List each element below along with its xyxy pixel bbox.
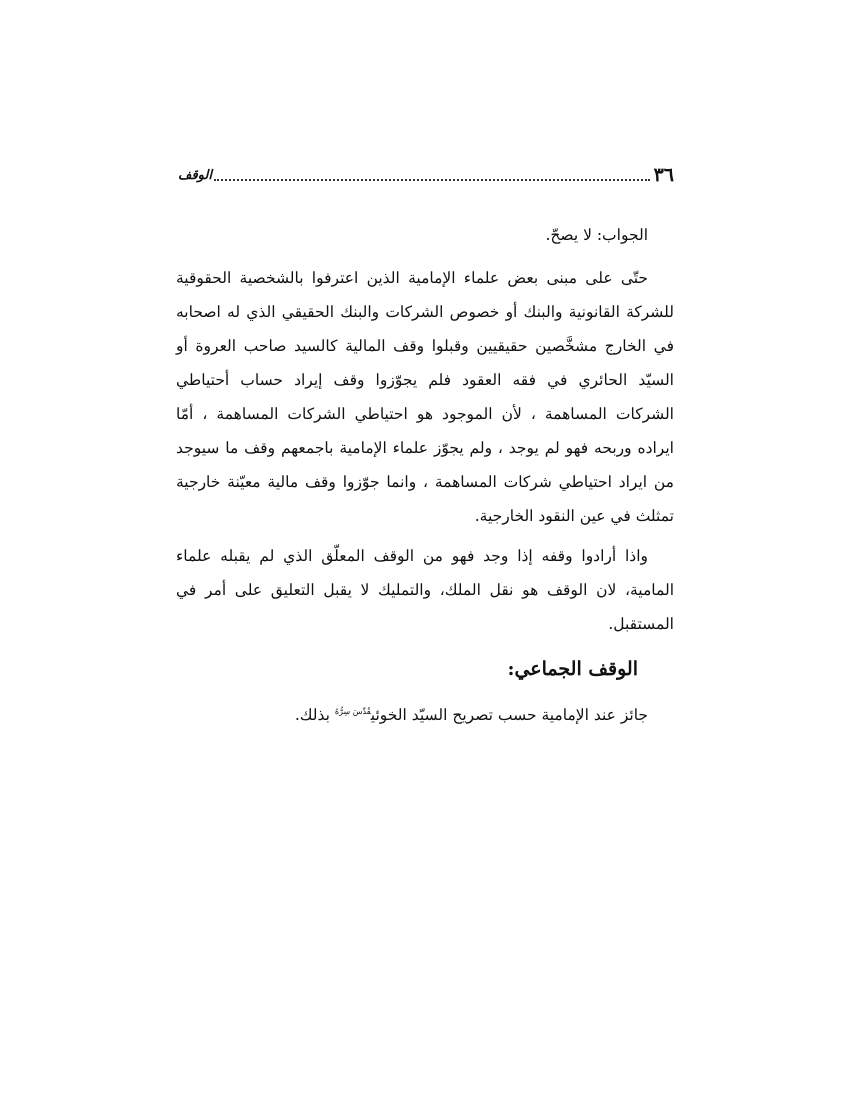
- running-title: الوقف: [178, 168, 212, 183]
- header-dotted-leader: [214, 178, 650, 181]
- section-paragraph: [176, 695, 674, 732]
- section-heading: الوقف الجماعي:: [507, 658, 638, 680]
- answer-line: الجواب: لا يصحّ.: [545, 226, 648, 244]
- honorific-mark: قُدِّسَ سِرُّهُ: [334, 707, 371, 716]
- body-paragraph-1: حتّى على مبنى بعض علماء الإمامية الذين اعترفوا بالشخصية الحقوقية للشركة القانونية والبنك أو خصوص الشركات والبنك الحقيقي الذي له اصحابه في الخارج مشخَّصين حقيقيين وقبلوا وقف المالية كالسيد صاحب العروة أو السيّد الحائري في فقه العقود فلم يجوّزوا وقف إيراد حساب أحتياطي الشركات المساهمة ، لأن الموجود هو احتياطي الشركات المساهمة ، أمّا ايراده وربحه فهو لم يوجد ، ولم يجوّز علماء الإمامية باجمعهم وقف ما سيوجد من ايراد احتياطي شركات المساهمة ، وانما جوّزوا وقف مالية معيّنة خارجية تمثلث في عين النقود الخارجية.: [176, 269, 674, 525]
- body-paragraph-2: واذا أرادوا وقفه إذا وجد فهو من الوقف المعلّق الذي لم يقبله علماء المامية، لان الوقف هو نقل الملك، والتمليك لا يقبل التعليق على أمر في المستقبل.: [176, 547, 674, 633]
- page-number: ٣٦: [653, 164, 674, 186]
- running-header: [178, 156, 674, 186]
- section-text-end: بذلك.: [294, 706, 335, 725]
- section-text: جائز عند الإمامية حسب تصريح السيّد الخوئي: [370, 706, 648, 725]
- page-body: [176, 218, 674, 732]
